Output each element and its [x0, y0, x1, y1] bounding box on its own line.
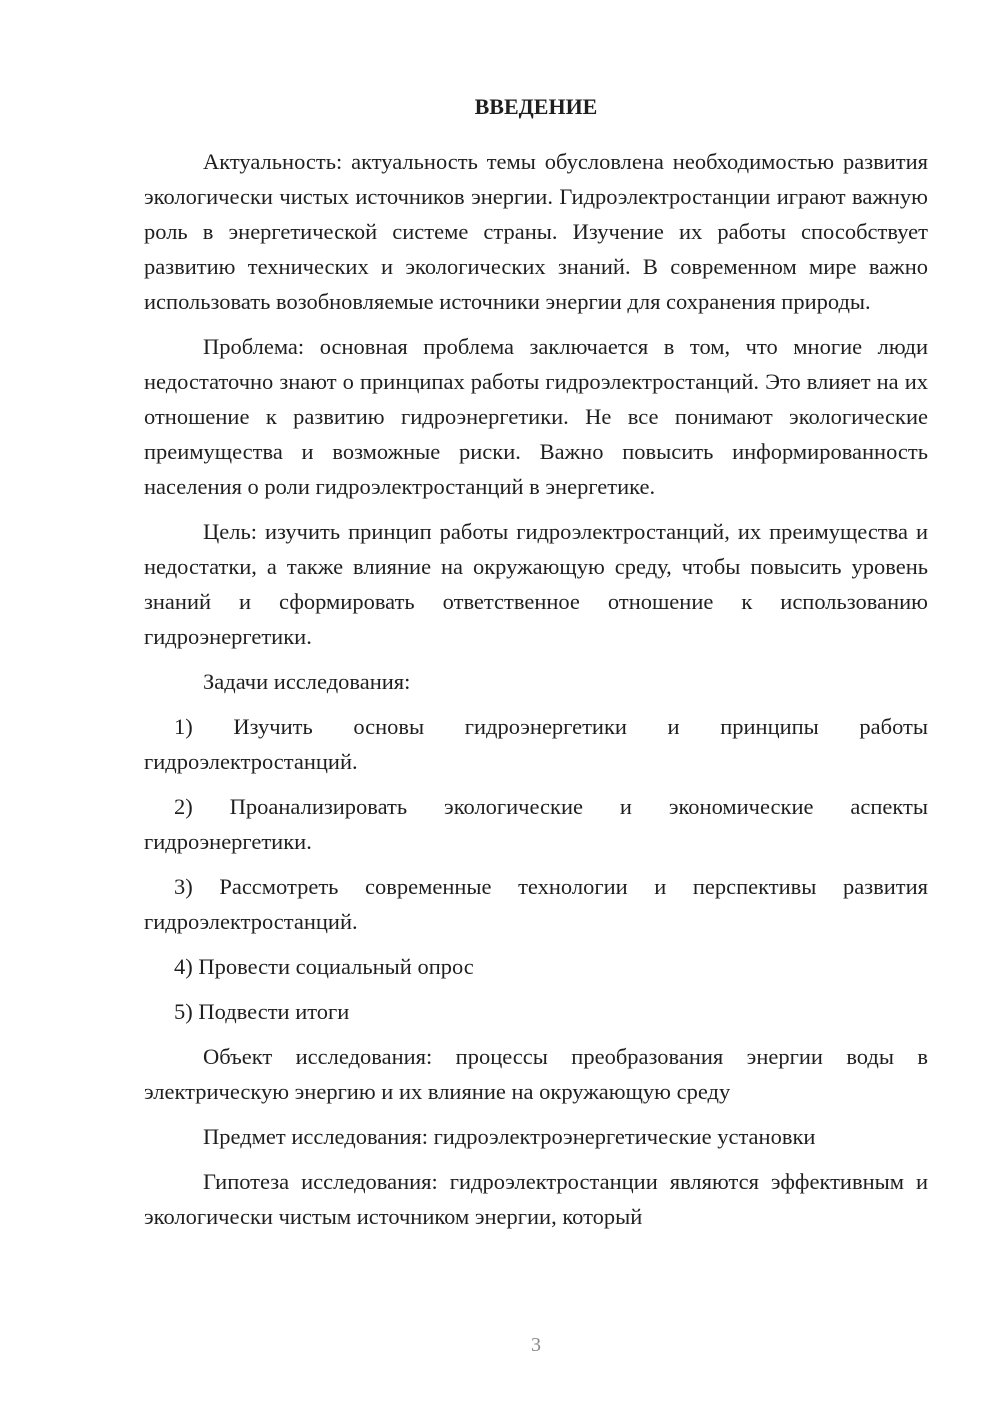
paragraph-object: Объект исследования: процессы преобразования энергии воды в электрическую энергию и их влияние на окружающую среду: [144, 1044, 928, 1104]
paragraph-subject: Предмет исследования: гидроэлектроэнергетические установки: [203, 1124, 816, 1149]
paragraph-goal: Цель: изучить принцип работы гидроэлектростанций, их преимущества и недостатки, а также влияние на окружающую среду, чтобы повысить уровень знаний и сформировать ответственное отношение к использованию гидроэнергетики.: [144, 519, 928, 649]
page-number: 3: [531, 1334, 541, 1356]
task-item-4: 4) Провести социальный опрос: [174, 954, 474, 979]
task-item-1: 1) Изучить основы гидроэнергетики и принципы работы гидроэлектростанций.: [144, 714, 928, 774]
paragraph-tasks-heading: Задачи исследования:: [203, 669, 411, 694]
paragraph-relevance: Актуальность: актуальность темы обусловлена необходимостью развития экологически чистых источников энергии. Гидроэлектростанции играют важную роль в энергетической системе страны. Изучение их работы способствует развитию технических и экологических знаний. В современном мире важно использовать возобновляемые источники энергии для сохранения природы.: [144, 149, 928, 314]
page-content: [144, 92, 928, 1244]
section-title: ВВЕДЕНИЕ: [474, 94, 598, 119]
task-item-2: 2) Проанализировать экологические и экономические аспекты гидроэнергетики.: [144, 794, 928, 854]
paragraph-problem: Проблема: основная проблема заключается в том, что многие люди недостаточно знают о принципах работы гидроэлектростанций. Это влияет на их отношение к развитию гидроэнергетики. Не все понимают экологические преимущества и возможные риски. Важно повысить информированность населения о роли гидроэлектростанций в энергетике.: [144, 334, 928, 499]
paragraph-hypothesis: Гипотеза исследования: гидроэлектростанции являются эффективным и экологически чистым источником энергии, который: [144, 1169, 928, 1229]
task-item-3: 3) Рассмотреть современные технологии и перспективы развития гидроэлектростанций.: [144, 874, 928, 934]
task-item-5: 5) Подвести итоги: [174, 999, 350, 1024]
